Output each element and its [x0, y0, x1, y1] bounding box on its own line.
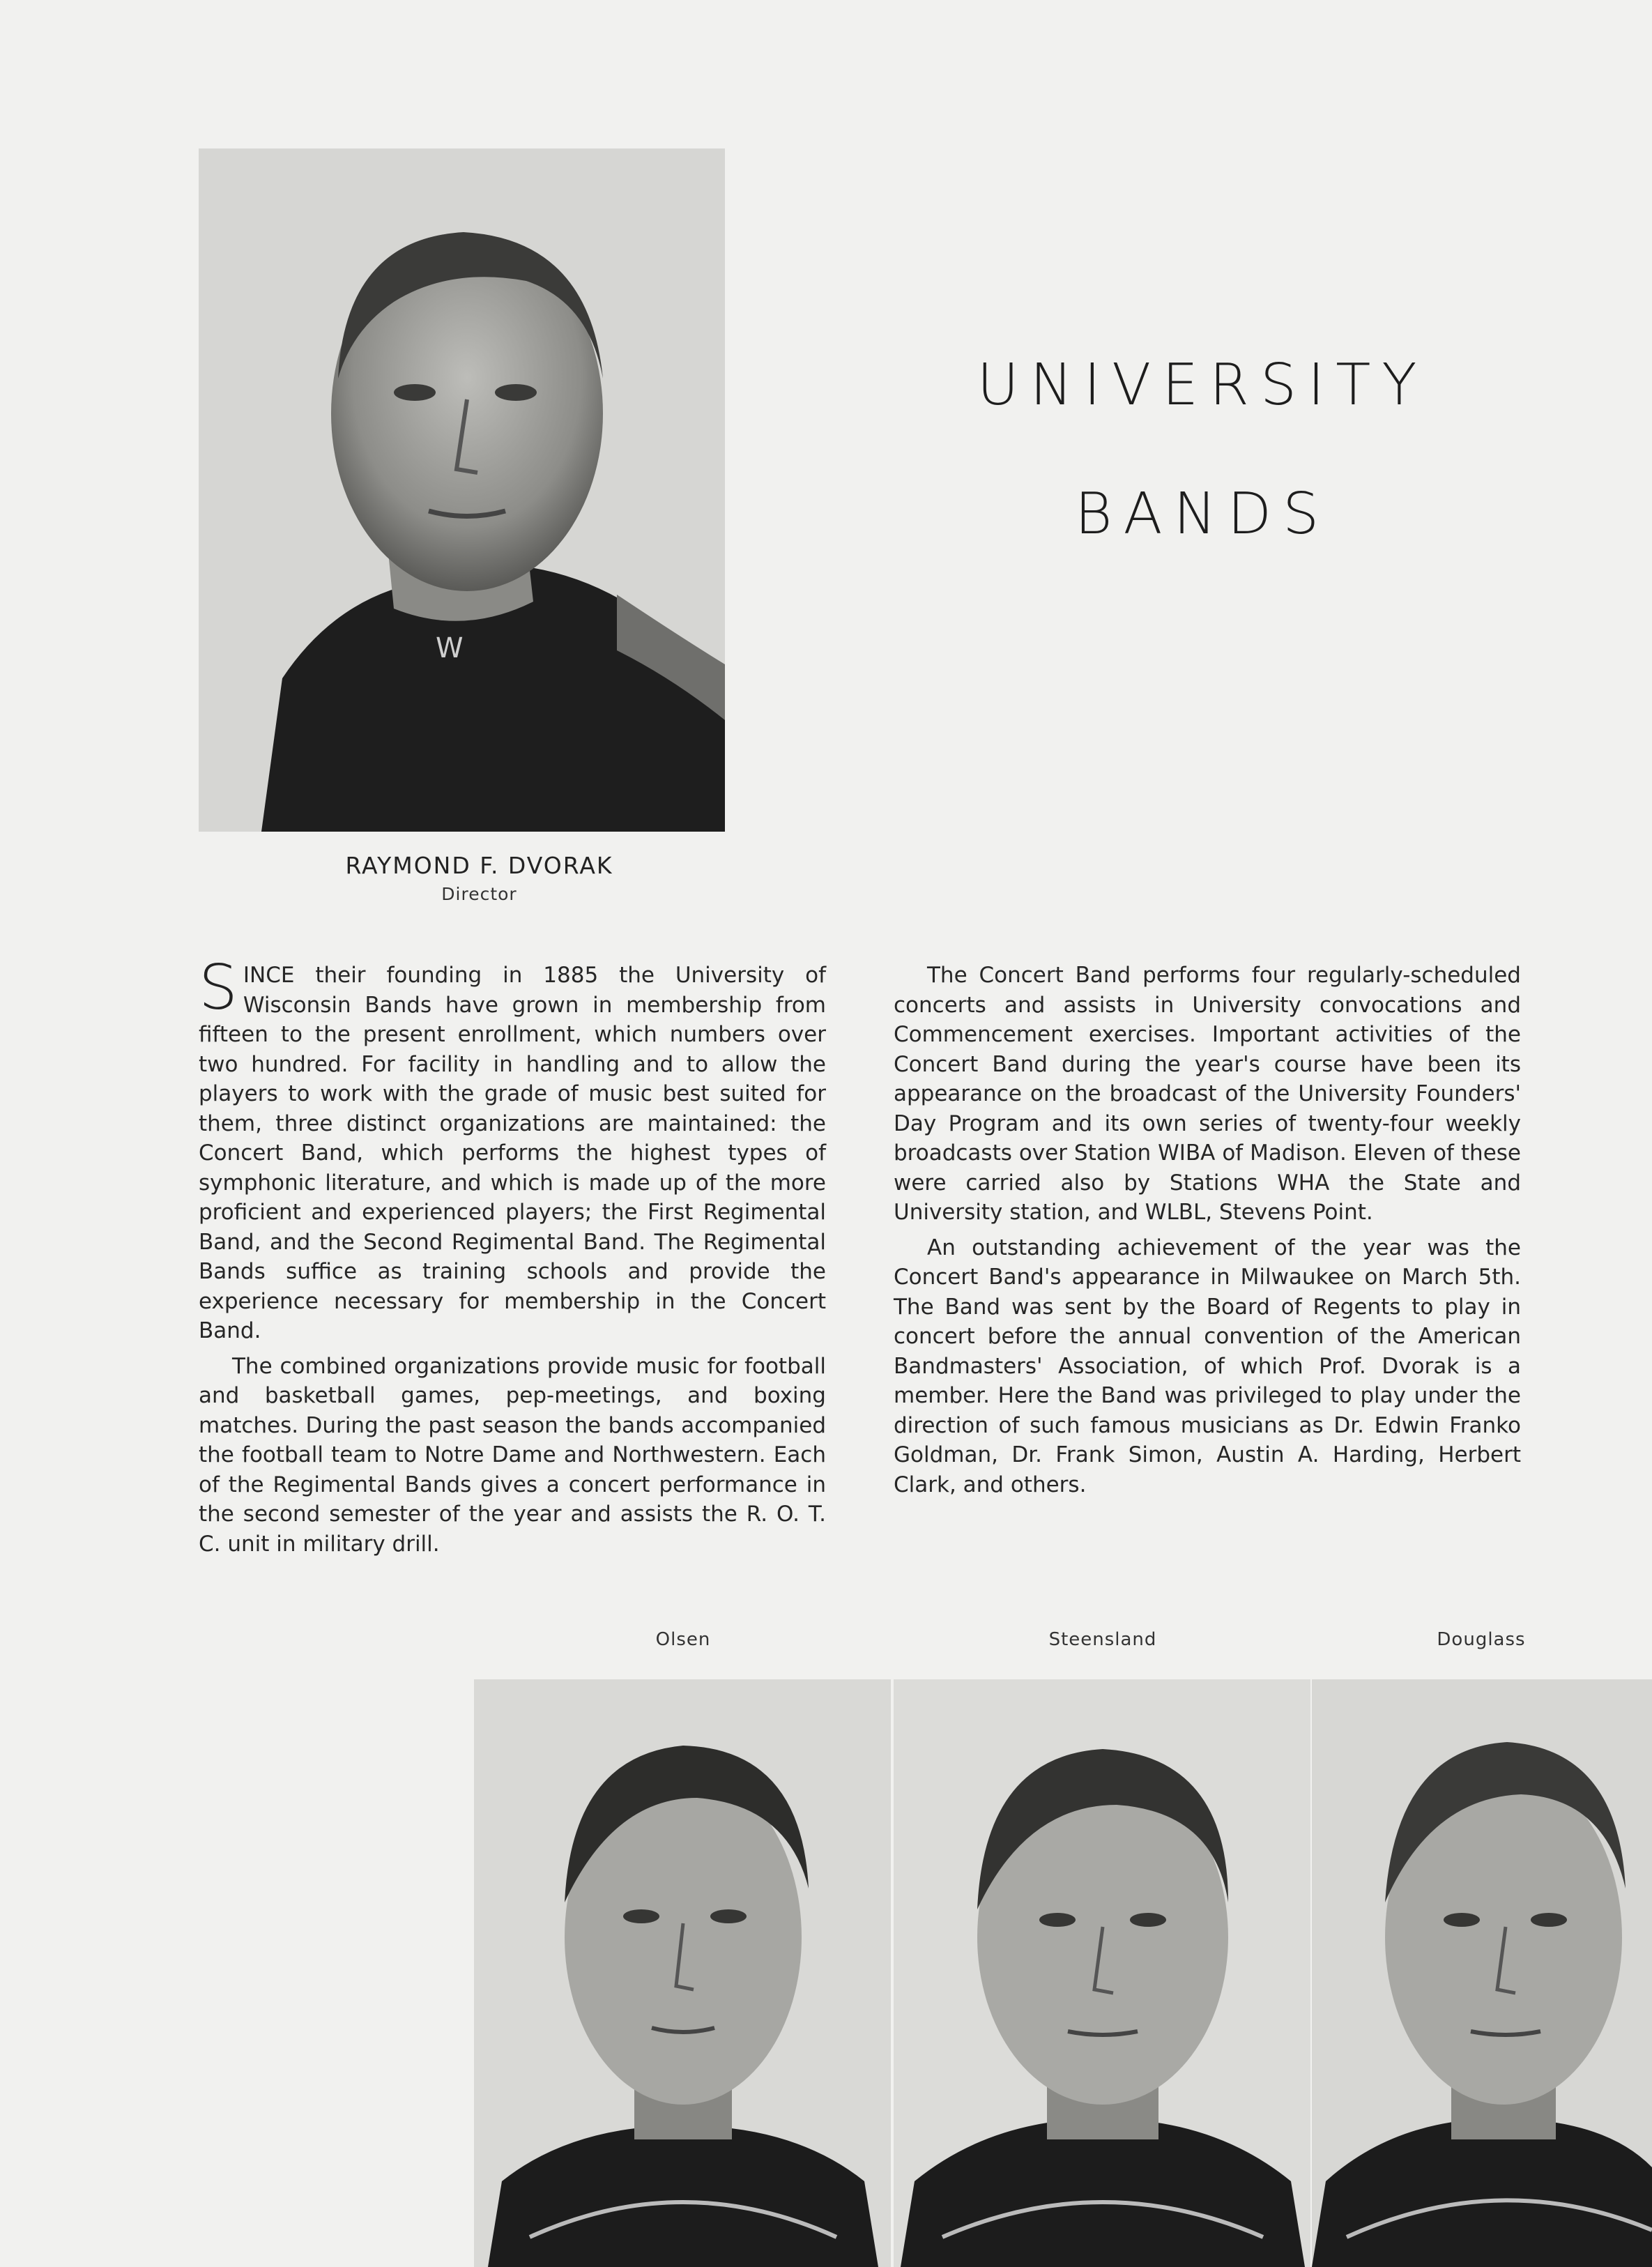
- member-caption-douglass: Douglass: [1437, 1629, 1526, 1650]
- member-photo-olsen: [474, 1679, 891, 2267]
- paragraph-text: INCE their founding in 1885 the University of Wisconsin Bands have grown in membership from fifteen to the present enrollment, which numbers over two hundred. For facility in handling and to allow the players to work with the grade of music best suited for them, three distinct organizations are maintained: the Concert Band, which performs the highest types of symphonic literature, and which is made up of the more proficient and experienced players; the First Regimental Band, and the Second Regimental Band. The Regimental Bands suffice as training schools and provide the experience necessary for membership in the Concert Band.: [199, 963, 826, 1343]
- member-photo-douglass: [1312, 1679, 1652, 2267]
- member-caption-steensland: Steensland: [1048, 1629, 1157, 1650]
- page-title-line-1: UNIVERSITY: [977, 352, 1428, 418]
- paragraph: The combined organizations provide music for football and basketball games, pep-meetings, and boxing matches. During the past season the bands accompanied the football team to Notre Dame and Northwestern. Each of the Regimental Bands gives a concert performance in the second semester of the year and assists the R. O. T. C. unit in military drill.: [199, 1353, 826, 1557]
- drop-cap: S: [199, 952, 238, 1023]
- svg-text:W: W: [436, 632, 464, 664]
- director-name: RAYMOND F. DVORAK: [345, 852, 613, 879]
- paragraph: An outstanding achievement of the year was the Concert Band's appearance in Milwaukee on March 5th. The Band was sent by the Board of Regents to play in concert before the annual convention of the American Bandmasters' Association, of which Prof. Dvorak is a member. Here the Band was privileged to play under the direction of such famous musicians as Dr. Edwin Franko Goldman, Dr. Frank Simon, Austin A. Harding, Herbert Clark, and others.: [894, 1235, 1521, 1497]
- body-column-right: [894, 961, 1521, 1499]
- director-portrait-photo: [199, 148, 725, 832]
- body-column-left: [199, 952, 826, 1559]
- member-caption-olsen: Olsen: [655, 1629, 711, 1650]
- member-photo-steensland: [894, 1679, 1310, 2267]
- paragraph: [199, 952, 826, 1346]
- director-role: Director: [441, 884, 517, 904]
- page-title-line-2: BANDS: [1074, 481, 1331, 547]
- paragraph: The Concert Band performs four regularly-scheduled concerts and assists in University convocations and Commencement exercises. Important activities of the Concert Band during the year's course have been its appearance on the broadcast of the University Founders' Day Program and its own series of twenty-four weekly broadcasts over Station WIBA of Madison. Eleven of these were carried also by Stations WHA the State and University station, and WLBL, Stevens Point.: [894, 963, 1521, 1225]
